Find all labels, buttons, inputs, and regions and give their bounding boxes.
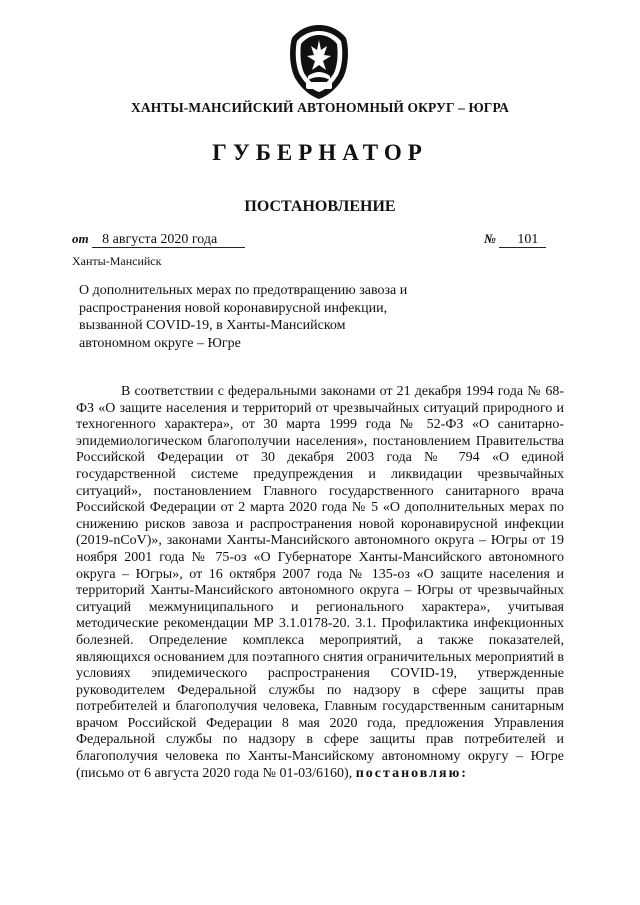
number-line — [484, 231, 546, 248]
document-body — [76, 384, 564, 782]
city: Ханты-Мансийск — [72, 254, 162, 268]
number-sign: № — [484, 231, 496, 246]
date-line — [72, 231, 245, 248]
document-number: 101 — [499, 232, 546, 248]
governor-heading: ГУБЕРНАТОР — [212, 140, 428, 165]
document-title: О дополнительных мерах по предотвращению завоза и распространения новой коронавирусной инфекции, вызванной COVID-19, в Ханты-Мансийском автономном округе – Югре — [79, 283, 408, 351]
coat-of-arms-icon — [286, 22, 352, 102]
resolve-word: постановляю: — [355, 765, 468, 781]
date-prefix: от — [72, 231, 89, 246]
region-name: ХАНТЫ-МАНСИЙСКИЙ АВТОНОМНЫЙ ОКРУГ – ЮГРА — [131, 100, 509, 115]
body-paragraph: В соответствии с федеральными законами от 21 декабря 1994 года № 68-ФЗ «О защите населения и территорий от чрезвычайных ситуаций природного и техногенного характера», от 30 марта 1999 года № 52-ФЗ «О санитарно-эпидемиологическом благополучии населения», постановлением Правительства Российской Федерации от 30 декабря 2003 года № 794 «О единой государственной системе предупреждения и ликвидации чрезвычайных ситуаций», постановлением Главного государственного санитарного врача Российской Федерации от 2 марта 2020 года № 5 «О дополнительных мерах по снижению рисков завоза и распространения новой коронавирусной инфекции (2019-nCoV)», законами Ханты-Мансийского автономного округа – Югры от 19 ноября 2001 года № 75-оз «О Губернаторе Ханты-Мансийского автономного округа – Югры», от 16 октября 2007 года № 135-оз «О защите населения и территорий Ханты-Мансийского автономного округа – Югры от чрезвычайных ситуаций межмуниципального и регионального характера», учитывая методические рекомендации МР 3.1.0178-20. 3.1. Профилактика инфекционных болезней. Определение комплекса мероприятий, а также показателей, являющихся основанием для поэтапного снятия ограничительных мероприятий в условиях эпидемического распространения COVID-19, утвержденные руководителем Федеральной службы по надзору в сфере защиты прав потребителей и благополучия человека, Главным государственным санитарным врачом Российской Федерации 8 мая 2020 года, предложения Управления Федеральной службы по надзору в сфере защиты прав потребителей и благополучия человека по Ханты-Мансийскому автономному округу – Югре (письмо от 6 августа 2020 года № 01-03/6160), — [76, 384, 564, 781]
document-type: ПОСТАНОВЛЕНИЕ — [244, 198, 396, 215]
document-date: 8 августа 2020 года — [92, 232, 245, 248]
